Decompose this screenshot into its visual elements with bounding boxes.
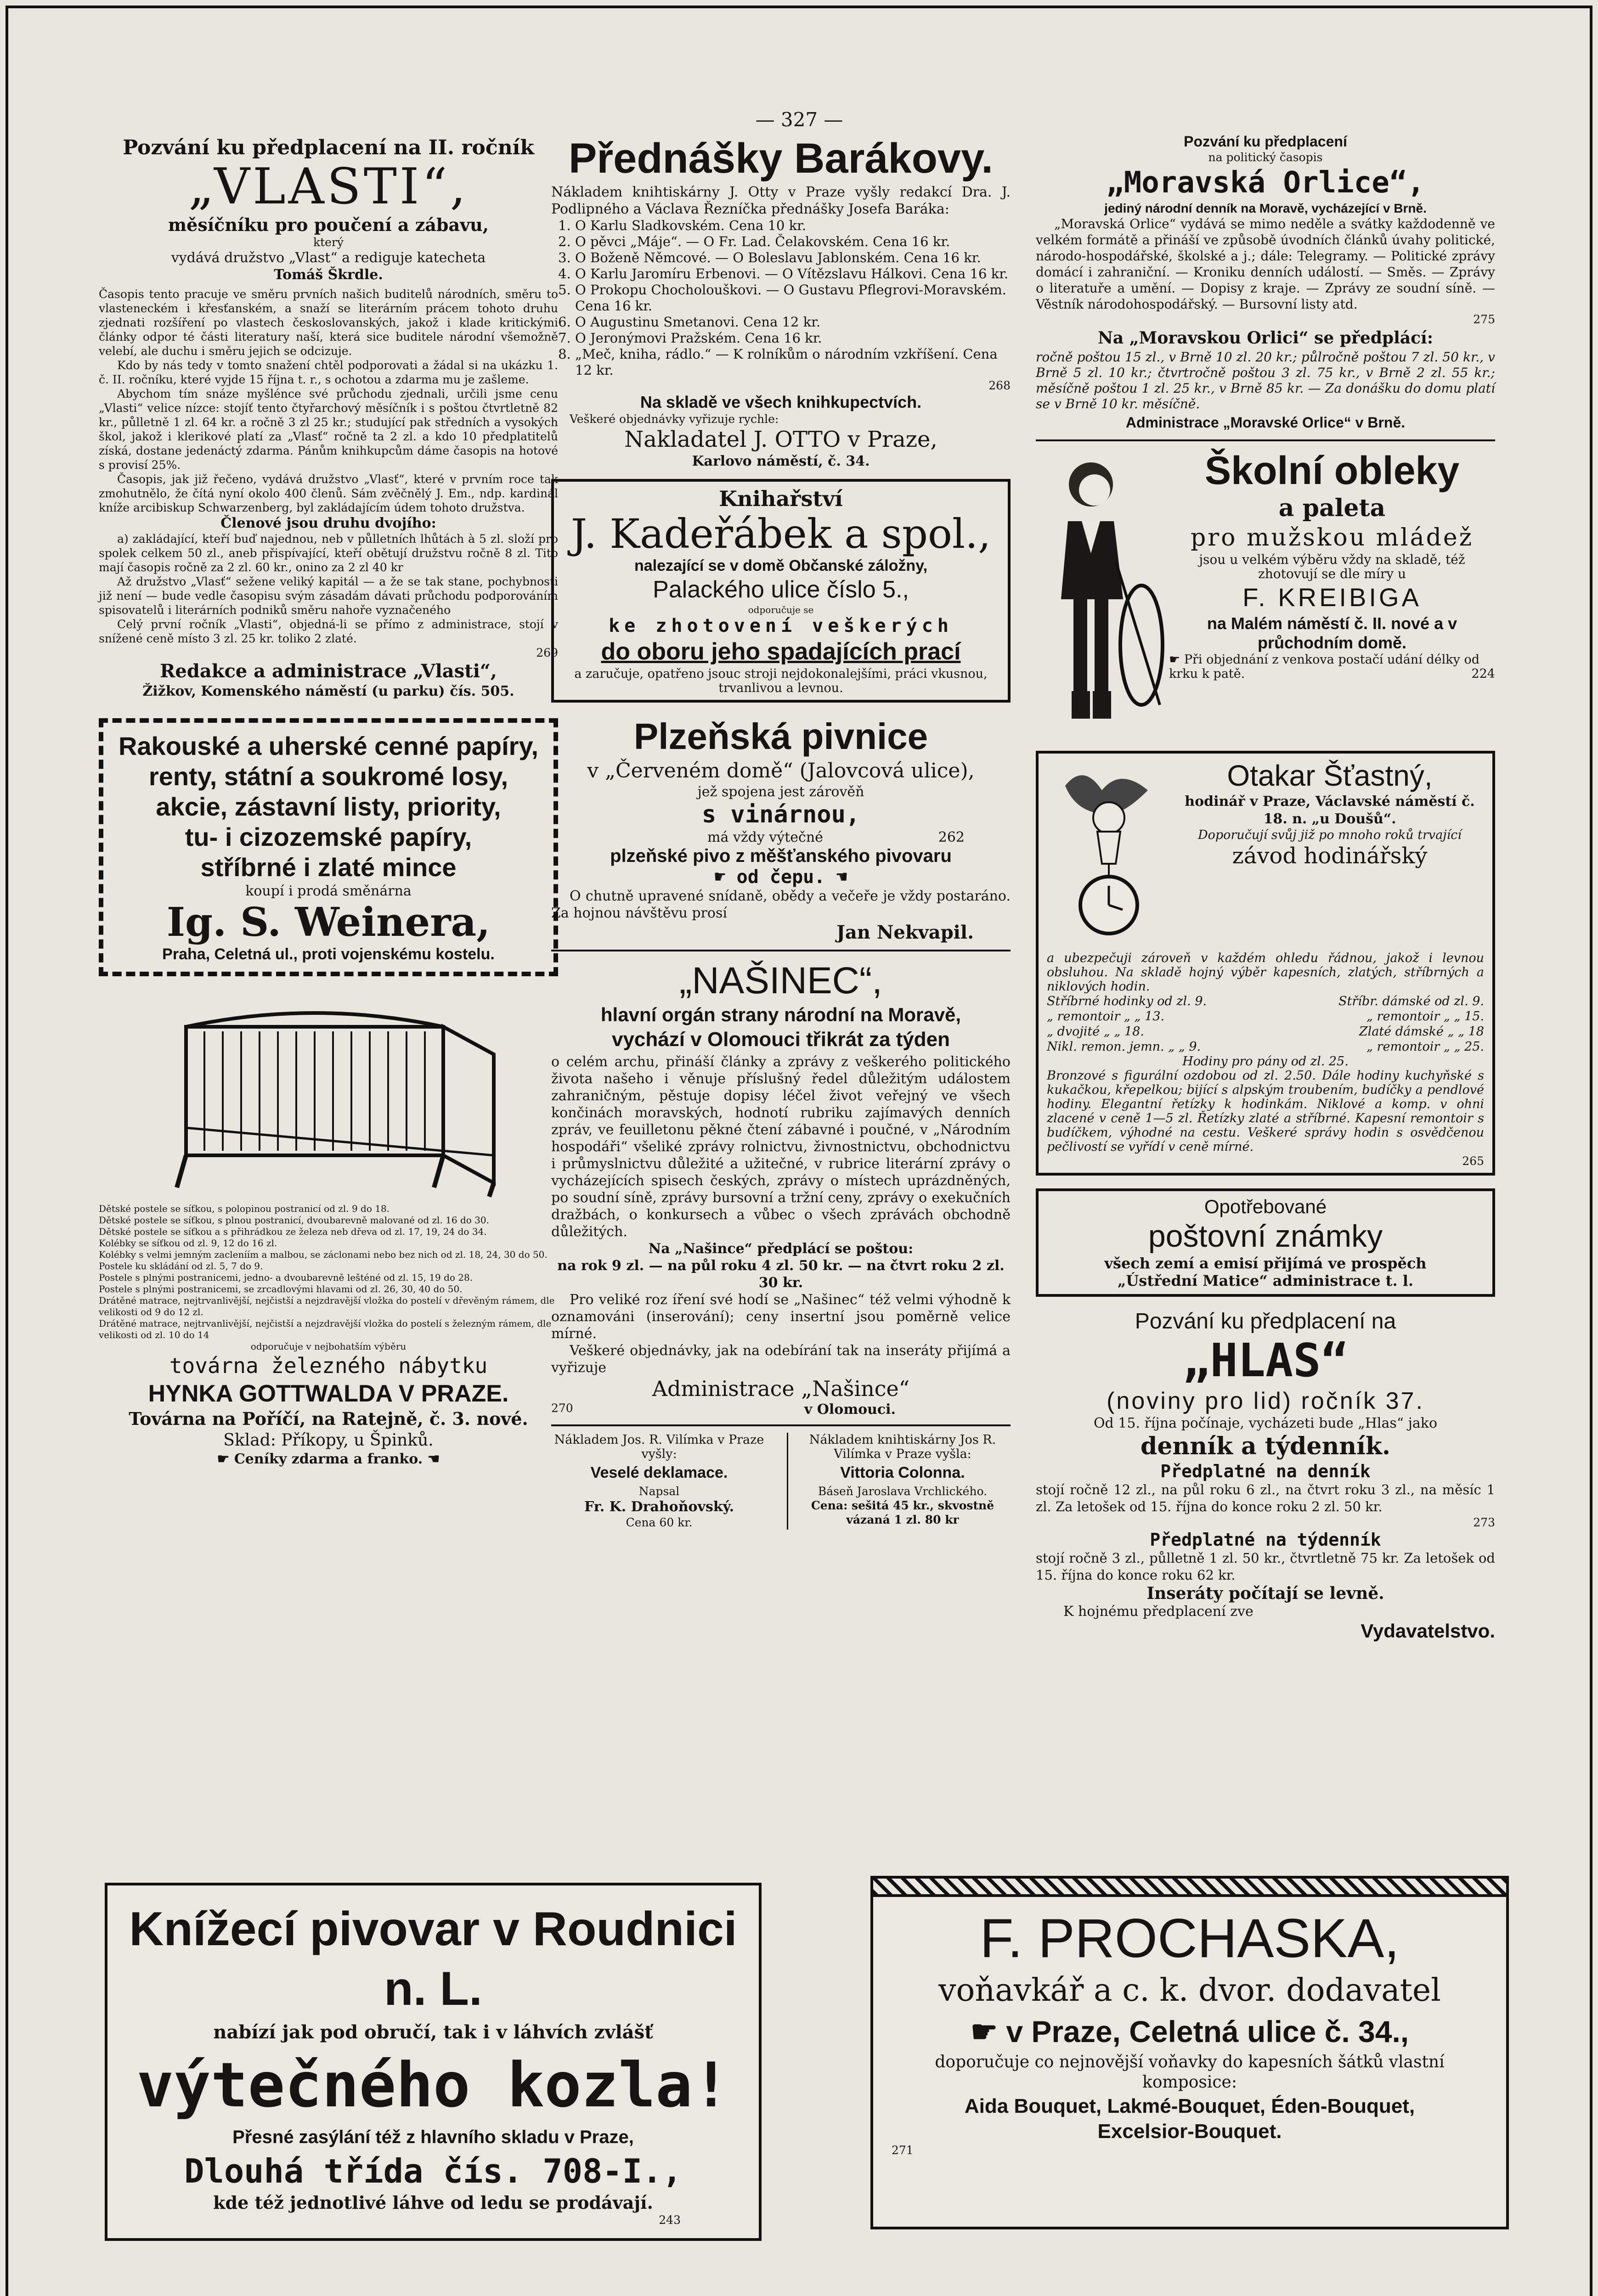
pivnice-title: Plzeňská pivnice bbox=[633, 716, 928, 757]
znamky-line: všech zemí a emisí přijímá ve prospěch bbox=[1104, 1255, 1427, 1272]
ad-number: 243 bbox=[659, 2213, 681, 2227]
stastny-price-cell: „ remontoir „ „ 15. bbox=[1366, 1009, 1484, 1024]
stastny-price-cell: Nikl. remon. jemn. „ „ 9. bbox=[1047, 1040, 1201, 1054]
gottwald-recommend: odporučuje v nejbohatším výběru bbox=[250, 1341, 407, 1352]
roudnice-line: výtečného kozla! bbox=[136, 2049, 730, 2121]
weiner-address: Praha, Celetná ul., proti vojenskému kostelu. bbox=[162, 945, 495, 963]
stastny-line: Doporučují svůj již po mnoho roků trvající bbox=[1197, 828, 1462, 842]
gottwald-price-line: Dětské postele se síťkou, s plnou postranicí, dvoubarevně malované od zl. 16 do 30. bbox=[99, 1215, 489, 1226]
pivnice-tap bbox=[551, 867, 1011, 888]
znamky-advert bbox=[1036, 1188, 1495, 1297]
barak-list-item: 8. „Meč, kniha, rádlo.“ — K rolníkům o národním vzkříšení. Cena 12 kr. bbox=[575, 346, 1011, 378]
nasinec-prices: na rok 9 zl. — na půl roku 4 zl. 50 kr. — na čtvrt roku 2 zl. 30 kr. bbox=[557, 1258, 1005, 1291]
column-right bbox=[1036, 133, 1495, 1642]
kreibig-note bbox=[1169, 653, 1495, 681]
stastny-price-cell: „ remontoir „ „ 13. bbox=[1047, 1009, 1165, 1024]
hlas-line: Předplatné na denník bbox=[1160, 1461, 1371, 1481]
ad-number: 269 bbox=[536, 646, 558, 659]
stastny-price-row bbox=[1047, 1039, 1484, 1054]
gottwald-price-list bbox=[99, 1203, 558, 1341]
divider bbox=[551, 950, 1011, 951]
kaderabek-name: J. Kadeřábek a spol., bbox=[570, 510, 991, 557]
divider bbox=[1036, 439, 1495, 441]
nasinec-row bbox=[551, 1401, 1011, 1418]
kreibig-line: pro mužskou mládež bbox=[1190, 524, 1474, 551]
kaderabek-advert bbox=[551, 479, 1011, 703]
gottwald-pricelist-note bbox=[99, 1451, 558, 1467]
stastny-advert bbox=[1036, 751, 1495, 1176]
pointing-hand-icon: ☛ bbox=[714, 867, 726, 888]
prochaska-line: Aida Bouquet, Lakmé-Bouquet, Éden-Bouquet, bbox=[964, 2095, 1415, 2117]
pointing-hand-icon: ☛ bbox=[1169, 653, 1180, 667]
vlast-body: Kdo by nás tedy v tomto snažení chtěl podporovati a žádal si na ukázku 1. č. II. ročníku, které vyjde 15 října t. r., s ochotou a zdarma mu je zašleme. bbox=[99, 359, 558, 386]
hlas-advert bbox=[1036, 1309, 1495, 1642]
vilimek-line: Nákladem Jos. R. Vilímka v Praze vyšly: bbox=[554, 1433, 764, 1461]
kaderabek-line: nalezající se v domě Občanské záložny, bbox=[634, 557, 928, 574]
pointing-hand-icon: ☚ bbox=[836, 867, 847, 888]
orlice-line: Pozvání ku předplacení bbox=[1184, 133, 1347, 150]
vilimek-adverts bbox=[551, 1433, 1011, 1530]
orlice-body: „Moravská Orlice“ vydává se mimo neděle a svátky každodenně ve velkém formátě a přináší ve způsobě úvodních článků úvahy politické, národo-hospodářské, školské a j.; dále: Telegramy. — Politické zprávy domácí i zahraniční. — Kroniku denních událostí. — Směs. — Zprávy o literatuře a umění. — Dopisy z kraje. — Zprávy ze soudní síně. — Věstník národohospodářský. — Bursovní listy atd. bbox=[1036, 216, 1495, 312]
vilimek-author: Fr. K. Drahoňovský. bbox=[584, 1499, 734, 1515]
pointing-hand-icon: ☚ bbox=[427, 1451, 440, 1467]
gottwald-price-line: Kolébky se síťkou od zl. 9, 12 do 16 zl. bbox=[99, 1238, 277, 1249]
nasinec-line: Veškeré objednávky, jak na odebírání tak na inseráty přijímá a vyřizuje bbox=[551, 1343, 1011, 1376]
znamky-line: Opotřebované bbox=[1204, 1196, 1327, 1217]
page-number: — 327 — bbox=[755, 108, 843, 131]
roudnice-line: Přesné zasýlání též z hlavního skladu v Praze, bbox=[232, 2127, 634, 2147]
vlast-subtitle: měsíčníku pro poučení a zábavu, bbox=[168, 214, 489, 235]
weiner-name: Ig. S. Weinera, bbox=[166, 899, 491, 945]
ad-number: 270 bbox=[551, 1401, 573, 1415]
column-left bbox=[99, 133, 558, 1467]
roudnice-line: Dlouhá třída čís. 708-I., bbox=[184, 2152, 682, 2190]
pivnice-row bbox=[551, 829, 1011, 846]
barak-orders: Veškeré objednávky vyřizuje rychle: bbox=[570, 412, 779, 426]
pivnice-line: jež spojena jest zárověň bbox=[697, 784, 864, 800]
roudnice-line: Knížecí pivovar v Roudnici n. L. bbox=[129, 1902, 737, 2015]
orlice-signature: Administrace „Moravské Orlice“ v Brně. bbox=[1125, 414, 1406, 431]
pivnice-advert bbox=[551, 715, 1011, 943]
kaderabek-heading: Knihařství bbox=[719, 486, 843, 511]
ad-number: 271 bbox=[892, 2144, 914, 2157]
angel-clock-illustration bbox=[1047, 758, 1171, 951]
pivnice-line: plzeňské pivo z měšťanského pivovaru bbox=[610, 846, 952, 866]
vlast-line: který bbox=[313, 236, 344, 249]
kaderabek-line: Palackého ulice číslo 5., bbox=[653, 576, 909, 603]
prochaska-line: voňavkář a c. k. dvor. dodavatel bbox=[938, 1972, 1441, 2009]
barak-advert bbox=[551, 133, 1011, 470]
hlas-heading: Pozvání ku předplacení na bbox=[1135, 1309, 1396, 1334]
barak-list-item: 3. O Boženě Němcové. — O Boleslavu Jablonském. Cena 16 kr. bbox=[575, 250, 1011, 266]
stastny-line: Hodiny pro pány od zl. 25. bbox=[1182, 1054, 1349, 1069]
kreibig-line: jsou u velkém výběru vždy na skladě, též zhotovují se dle míry u bbox=[1199, 552, 1465, 581]
nasinec-price-heading: Na „Našince“ předplácí se poštou: bbox=[648, 1241, 914, 1257]
pivnice-line: od čepu. bbox=[736, 867, 825, 888]
vilimek-line: Napsal bbox=[638, 1485, 680, 1498]
hlas-signature: Vydavatelstvo. bbox=[1361, 1620, 1495, 1642]
prochaska-name: F. PROCHASKA, bbox=[980, 1908, 1400, 1969]
boy-illustration bbox=[1036, 448, 1169, 732]
prochaska-address: v Praze, Celetná ulice č. 34., bbox=[1006, 2015, 1409, 2048]
gottwald-price-line: Dětské postele se síťkou, s polopinou postranicí od zl. 9 do 18. bbox=[99, 1203, 390, 1214]
pivnice-line: v „Červeném domě“ (Jalovcová ulice), bbox=[587, 759, 975, 782]
barak-list-item: 7. O Jeronýmovi Pražském. Cena 16 kr. bbox=[575, 330, 1011, 346]
barak-publisher: Nakladatel J. OTTO v Praze, bbox=[624, 427, 937, 452]
weiner-line: tu- i cizozemské papíry, bbox=[185, 822, 472, 851]
gottwald-price-line: Kolébky s velmi jemným zacleníím a malbou, se záclonami nebo bez nich od zl. 18, 24, 30 do 50. bbox=[99, 1249, 548, 1260]
hlas-line: Předplatné na týdenník bbox=[1150, 1530, 1381, 1550]
gottwald-store: Sklad: Příkopy, u Špinků. bbox=[223, 1431, 434, 1450]
vlast-body: a) zakládající, kteří buď najednou, neb v půlletních lhůtách à 5 zl. složí pro spolek celkem 50 zl., aneb přispívající, kteří obětují družstvu ročně 8 zl. Tito mají časopis ročně za 2 zl. 60 kr., onino za 2 zl 40 kr bbox=[99, 532, 558, 574]
weiner-line: koupí i prodá směnárna bbox=[245, 883, 412, 899]
vlast-body: Časopis, jak již řečeno, vydává družstvo „Vlasť“, které v prvním roce tak zmohutnělo, že čítá nyní okolo 400 členů. Sám zvěčnělý J. Em., ndp. kardinál kníže arcibiskup Schwarzenberg, byl zakládajícím údem tohoto družstva. bbox=[99, 473, 558, 514]
kaderabek-line: ke zhotovení veškerých bbox=[609, 615, 953, 636]
gottwald-price-line: Postele s plnými postranicemi, se zrcadlovými hlavami od zl. 26, 30, 40 do 50. bbox=[99, 1283, 463, 1294]
gottwald-address: Továrna na Poříčí, na Ratejně, č. 3. nové. bbox=[129, 1408, 528, 1429]
stastny-price-cell: „ remontoir „ „ 25. bbox=[1366, 1040, 1484, 1054]
vlast-signature: Redakce a administrace „Vlasti“, bbox=[160, 660, 497, 682]
hlas-line: Inseráty počítají se levně. bbox=[1146, 1584, 1384, 1603]
weiner-line: akcie, zástavní listy, priority, bbox=[156, 792, 501, 821]
vlast-body: Až družstvo „Vlasť“ sežene veliký kapitál — a že se tak stane, pochybnosti již není — bude vedle časopisu svým zásadám dávati průchodu podporováním spisovatelů i literárních podniků směru nahoře vyznačeného bbox=[99, 575, 558, 617]
vlast-advert bbox=[99, 136, 558, 700]
kaderabek-line: odporučuje se bbox=[748, 604, 814, 615]
vlast-address: Žižkov, Komenského náměstí (u parku) čís. 505. bbox=[142, 683, 514, 699]
stastny-price-cell: „ dvojité „ „ 18. bbox=[1047, 1024, 1144, 1039]
nasinec-advert bbox=[551, 958, 1011, 1418]
ad-number: 275 bbox=[1473, 313, 1495, 326]
gottwald-price-line: Drátěné matrace, nejtrvanlivější, nejčistší a nejzdravější vložka do postelí v dřevěným rámem, dle velikosti od 9 do 12 zl. bbox=[99, 1295, 555, 1317]
vilimek-advert-b bbox=[787, 1433, 1011, 1530]
stastny-price-table bbox=[1047, 994, 1484, 1054]
stastny-price-row bbox=[1047, 1009, 1484, 1024]
vlast-line: vydává družstvo „Vlast“ a rediguje katecheta bbox=[171, 250, 486, 266]
kreibig-line: Při objednání z venkova postačí udání délky od krku k patě. bbox=[1169, 653, 1480, 681]
pivnice-line: má vždy výtečné bbox=[707, 829, 823, 845]
ad-number: 262 bbox=[938, 829, 965, 845]
gottwald-advert bbox=[99, 990, 558, 1467]
stastny-address: hodinář v Praze, Václavské náměstí č. 18. n. „u Doušů“. bbox=[1185, 793, 1475, 827]
vilimek-price: Cena 60 kr. bbox=[626, 1516, 693, 1529]
stastny-name: Otakar Šťastný, bbox=[1227, 759, 1433, 792]
kreibig-title: Školní obleky bbox=[1204, 449, 1460, 493]
hlas-line: Od 15. října počínaje, vycházeti bude „Hlas“ jako bbox=[1093, 1415, 1438, 1431]
stastny-line: Bronzové s figurální ozdobou od zl. 2.50. Dále hodiny kuchyňské s kukačkou, křepelkou; bijící s alpským troubením, budíčky a pendlové hodiny. Elegantní řetízky k hodinkám. Niklové a komp. v ohni zlacené v ceně 1—5 zl. Řetízky zlaté a stříbrné. Kapesní remontoir s budíčkem, výhodné na cestu. Veškeré správy hodin s osvědčenou pečlivostí se vyřídí v ceně mírné. bbox=[1047, 1069, 1484, 1154]
weiner-line: stříbrné i zlaté mince bbox=[200, 853, 457, 882]
vlast-body: Celý první ročník „Vlasti“, objedná-li se přímo z administrace, stojí v snížené ceně místo 3 zl. 25 kr. toliko 2 zlaté. bbox=[99, 618, 558, 645]
pointing-hand-icon: ☛ bbox=[217, 1451, 230, 1467]
column-middle bbox=[551, 133, 1011, 1530]
crib-illustration bbox=[99, 990, 558, 1201]
barak-list-item: 5. O Prokopu Chocholouškovi. — O Gustavu Pflegrovi-Moravském. Cena 16 kr. bbox=[575, 282, 1011, 314]
roudnice-line: nabízí jak pod obručí, tak i v láhvích zvlášť bbox=[213, 2021, 653, 2043]
nasinec-title: „NAŠINEC“, bbox=[679, 960, 882, 1002]
stastny-price-cell: Stříbr. dámské od zl. 9. bbox=[1338, 994, 1484, 1008]
vlast-title: „VLASTI“, bbox=[188, 158, 469, 215]
kaderabek-line: do oboru jeho spadajících prací bbox=[601, 638, 961, 665]
orlice-line: jediný národní denník na Moravě, vycházející v Brně. bbox=[1104, 201, 1427, 215]
roudnice-advert bbox=[105, 1883, 762, 2241]
kreibig-name: F. KREIBIGA bbox=[1242, 583, 1422, 612]
pointing-hand-icon: ☛ bbox=[970, 2015, 998, 2048]
prochaska-address-row bbox=[892, 2011, 1488, 2052]
nasinec-body: o celém archu, přináší články a zprávy z veškerého politického života našeho i věnuje příslušný ředel důležitým událostem zahraničným, pěstuje dopisy léčel život veřejný ve všech končinách moravských, hodnotí rubriku zajímavých denních zpráv, ve feuilletonu pěkné čtení zábavné i poučné, v „Národním hospodáři“ všeliké zprávy rolnictvu, živnostnictvu, obchodnictvu i průmyslnictvu důležité a užitečné, v rubrice literární zprávy o vycházejících spisech českých, zprávy o místech uprázdněných, po soudní síně, zprávy bursovní a tržní ceny, zprávy o exekučních dražbách, o konkursech a vůbec o všech zprávách obchodně důležitých. bbox=[551, 1054, 1011, 1240]
vilimek-line: Nákladem knihtiskárny Jos R. Vilímka v Praze vyšla: bbox=[809, 1433, 996, 1461]
hlas-title: „HLAS“ bbox=[1182, 1334, 1349, 1387]
orlice-price-heading: Na „Moravskou Orlici“ se předplácí: bbox=[1098, 328, 1433, 348]
vlast-members-heading: Členové jsou druhu dvojího: bbox=[220, 515, 436, 531]
kaderabek-line: a zaručuje, opatřeno jsouc stroji nejdokonalejšími, práci vkusnou, trvanlivou a levnou. bbox=[574, 667, 988, 695]
barak-list bbox=[551, 218, 1011, 378]
gottwald-price-line: Postele ku skládání od zl. 5, 7 do 9. bbox=[99, 1261, 263, 1272]
vlast-body: Časopis tento pracuje ve směru prvních našich buditelů národních, směru to vlasteneckém i křesťanském, a snaží se literárním prácem tohoto druhu zjednati rozšíření po vlastech českoslovanských, jakož i klade kritickými články odpor té části literatury naší, která sice buditele národní všemožně velebí, ale duchu i směru jejich se odcizuje. bbox=[99, 287, 558, 358]
vlast-editor: Tomáš Škrdle. bbox=[274, 267, 383, 283]
orlice-line: na politický časopis bbox=[1208, 151, 1323, 164]
orlice-title: „Moravská Orlice“, bbox=[1106, 166, 1425, 200]
barak-list-item: 6. O Augustinu Smetanovi. Cena 12 kr. bbox=[575, 314, 1011, 330]
weiner-advert bbox=[99, 718, 558, 976]
barak-list-item: 2. O pěvci „Máje“. — O Fr. Lad. Čelakovském. Cena 16 kr. bbox=[575, 234, 1011, 250]
pivnice-line: s vinárnou, bbox=[701, 801, 860, 828]
hlas-line: stojí ročně 3 zl., půlletně 1 zl. 50 kr., čtvrtletně 75 kr. Za letošek od 15. října do konce roku 62 kr. bbox=[1036, 1550, 1495, 1583]
znamky-line: „Ústřední Matice“ administrace t. l. bbox=[1117, 1272, 1414, 1289]
nasinec-line: vychází v Olomouci třikrát za týden bbox=[611, 1028, 950, 1051]
ad-number: 224 bbox=[1471, 667, 1495, 681]
gottwald-price-line: Drátěné matrace, nejtrvanlivější, nejčistší a nejzdravější vložka do postelí s železným rámem, dle velikosti od zl. 10 do 14 bbox=[99, 1318, 552, 1340]
znamky-title: poštovní známky bbox=[1148, 1219, 1383, 1254]
stastny-price-cell: Zlaté dámské „ „ 18 bbox=[1359, 1024, 1484, 1039]
prochaska-advert bbox=[870, 1876, 1509, 2229]
gottwald-price-line: Postele s plnými postranicemi, jedno- a dvoubarevně lešténé od zl. 15, 19 do 28. bbox=[99, 1272, 473, 1283]
ad-number: 268 bbox=[988, 379, 1011, 392]
stastny-price-row bbox=[1047, 994, 1484, 1009]
prochaska-line: Excelsior-Bouquet. bbox=[1097, 2120, 1282, 2143]
stastny-price-cell: Stříbrné hodinky od zl. 9. bbox=[1047, 994, 1207, 1008]
vlast-heading: Pozvání ku předplacení na II. ročník bbox=[123, 136, 534, 159]
vilimek-line: Báseň Jaroslava Vrchlického. bbox=[818, 1485, 988, 1498]
kreibig-advert bbox=[1036, 448, 1495, 746]
vilimek-advert-a bbox=[551, 1433, 767, 1530]
gottwald-name: HYNKA GOTTWALDA V PRAZE. bbox=[148, 1380, 509, 1407]
orlice-prices: ročně poštou 15 zl., v Brně 10 zl. 20 kr.; půlročně poštou 7 zl. 50 kr., v Brně 5 zl. 10 kr.; čtvrtročně poštou 3 zl. 75 kr., v Brně 2 zl. 55 kr.; měsíčně poštou 1 zl. 25 kr., v Brně 85 kr. — Za donášku do domu platí se v Brně 10 kr. měsíčně. bbox=[1036, 349, 1495, 411]
barak-list-item: 1. O Karlu Sladkovském. Cena 10 kr. bbox=[575, 218, 1011, 234]
barak-stock: Na skladě ve všech knihkupectvích. bbox=[640, 393, 922, 411]
roudnice-line: kde též jednotlivé láhve od ledu se prodávají. bbox=[213, 2192, 653, 2213]
nasinec-signature: Administrace „Našince“ bbox=[652, 1376, 910, 1401]
hlas-line: denník a týdenník. bbox=[1141, 1432, 1390, 1460]
kreibig-address: na Malém náměstí č. II. nové a v průchodním domě. bbox=[1207, 614, 1457, 652]
pivnice-signature: Jan Nekvapil. bbox=[836, 922, 974, 943]
vilimek-price: Cena: sešitá 45 kr., skvostně vázaná 1 zl. 80 kr bbox=[811, 1499, 994, 1526]
vilimek-title: Veselé deklamace. bbox=[590, 1464, 728, 1481]
orlice-advert bbox=[1036, 133, 1495, 433]
barak-title: Přednášky Barákovy. bbox=[569, 135, 993, 182]
barak-intro: Nákladem knihtiskárny J. Otty v Praze vyšly redakcí Dra. J. Podlipného a Václava Řezníčka přednášky Josefa Baráka: bbox=[551, 184, 1011, 217]
weiner-line: renty, státní a soukromé losy, bbox=[148, 762, 508, 791]
nasinec-line: Pro veliké roz íření své hodí se „Našinec“ též velmi výhodně k oznamováni (inserování); ceny insertní jsou poměrně velice mírné. bbox=[551, 1292, 1011, 1342]
ornamental-border bbox=[873, 1879, 1506, 1897]
ad-number: 273 bbox=[1473, 1516, 1495, 1529]
weiner-line: Rakouské a uherské cenné papíry, bbox=[118, 732, 539, 760]
divider bbox=[551, 1424, 1011, 1426]
gottwald-line: továrna železného nábytku bbox=[169, 1353, 488, 1378]
hlas-line: stojí ročně 12 zl., na půl roku 6 zl., na čtvrt roku 3 zl., na měsíc 1 zl. Za letošek od 15. října do konce roku 2 zl. 50 kr. bbox=[1036, 1482, 1495, 1514]
stastny-line: závod hodinářský bbox=[1232, 843, 1428, 869]
pivnice-line: O chutně upravené snídaně, obědy a večeře je vždy postaráno. Za hojnou návštěvu prosí bbox=[551, 888, 1011, 921]
ad-number: 265 bbox=[1462, 1154, 1484, 1168]
kreibig-line: a paleta bbox=[1278, 494, 1386, 522]
barak-list-item: 4. O Karlu Jaromíru Erbenovi. — O Vítězslavu Hálkovi. Cena 16 kr. bbox=[575, 266, 1011, 282]
prochaska-line: doporučuje co nejnovější voňavky do kapesních šátků vlastní komposice: bbox=[935, 2053, 1445, 2092]
hlas-line: K hojnému předplacení zve bbox=[1063, 1604, 1254, 1620]
gottwald-price-line: Dětské postele se síťkou a s přihrádkou ze železa neb dřeva od zl. 17, 19, 24 do 34. bbox=[99, 1226, 487, 1237]
barak-address: Karlovo náměstí, č. 34. bbox=[692, 453, 870, 469]
stastny-price-row bbox=[1047, 1024, 1484, 1039]
vlast-body: Abychom tím snáze myšlénce své průchodu zjednali, určili jsme cenu „Vlasti“ velice nízce: stojíť tento čtyřarchový měsíčník i s poštou čtvrtletně 82 kr., půlletně 1 zl. 64 kr. a ročně 3 zl 25 kr.; studující pak středních a vysokých škol, jakož i klerikové platí za „Vlasť“ ročně ta 2 zl. a kdo 10 předplatitelů získá, dostane jedenáctý zdarma. Pánům knihkupcům dáme časopis na hotové s provisí 25%. bbox=[99, 387, 558, 472]
gottwald-catalogue: Ceníky zdarma a franko. bbox=[234, 1451, 423, 1467]
hlas-subtitle: (noviny pro lid) ročník 37. bbox=[1107, 1388, 1424, 1414]
stastny-line: a ubezpečuji zároveň v každém ohledu řádnou, jakož i levnou obsluhou. Na skladě hojný výběr kapesních, zlatých, stříbrných a niklových hodin. bbox=[1047, 951, 1484, 994]
vilimek-title: Vittoria Colonna. bbox=[840, 1464, 965, 1481]
nasinec-line: hlavní orgán strany národní na Moravě, bbox=[600, 1004, 961, 1025]
nasinec-city: v Olomouci. bbox=[804, 1401, 896, 1418]
